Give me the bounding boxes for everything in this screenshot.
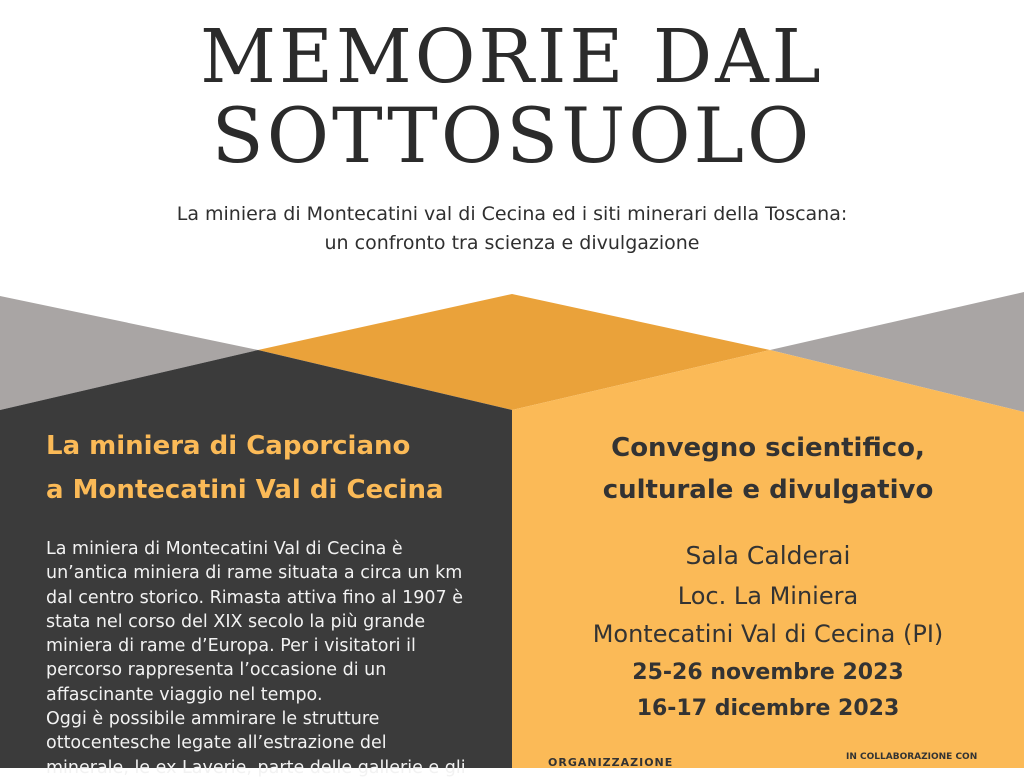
left-panel-description — [46, 537, 496, 780]
subtitle-line-1: La miniera di Montecatini val di Cecina ed i siti minerari della Toscana: — [176, 203, 848, 225]
subtitle-line-2: un confronto tra scienza e divulgazione — [324, 232, 700, 254]
description-line: dal centro storico. Rimasta attiva fino al 1907 è — [46, 587, 463, 608]
description-line: percorso rappresenta l’occasione di un — [46, 660, 387, 681]
venue-location: Loc. La Miniera — [677, 582, 859, 610]
description-line: minerale, le ex Laverie, parte delle gallerie e gli — [46, 757, 466, 778]
organization-label: ORGANIZZAZIONE — [548, 756, 674, 769]
description-line: miniera di rame d’Europa. Per i visitatori il — [46, 636, 416, 657]
event-date-2: 16-17 dicembre 2023 — [636, 696, 900, 721]
description-line: Oggi è possibile ammirare le strutture — [46, 709, 380, 730]
title-line-1: MEMORIE DAL — [200, 14, 824, 100]
description-line: un’antica miniera di rame situata a circa un km — [46, 563, 463, 584]
right-panel-title-line-2: culturale e divulgativo — [602, 475, 934, 505]
description-line: affascinante viaggio nel tempo. — [46, 684, 323, 705]
left-panel-title-line-1: La miniera di Caporciano — [46, 431, 411, 461]
collaboration-label: IN COLLABORAZIONE CON — [846, 752, 978, 762]
description-line: La miniera di Montecatini Val di Cecina è — [46, 539, 403, 559]
venue-name: Sala Calderai — [685, 541, 851, 570]
right-panel-title-line-1: Convegno scientifico, — [611, 433, 925, 463]
description-line: ottocentesche legate all’estrazione del — [46, 733, 387, 754]
left-panel-title-line-2: a Montecatini Val di Cecina — [46, 475, 444, 505]
title-line-2: SOTTOSUOLO — [211, 91, 813, 180]
venue-town: Montecatini Val di Cecina (PI) — [592, 620, 944, 648]
description-line: stata nel corso del XIX secolo la più grande — [46, 611, 426, 632]
event-date-1: 25-26 novembre 2023 — [632, 660, 904, 685]
